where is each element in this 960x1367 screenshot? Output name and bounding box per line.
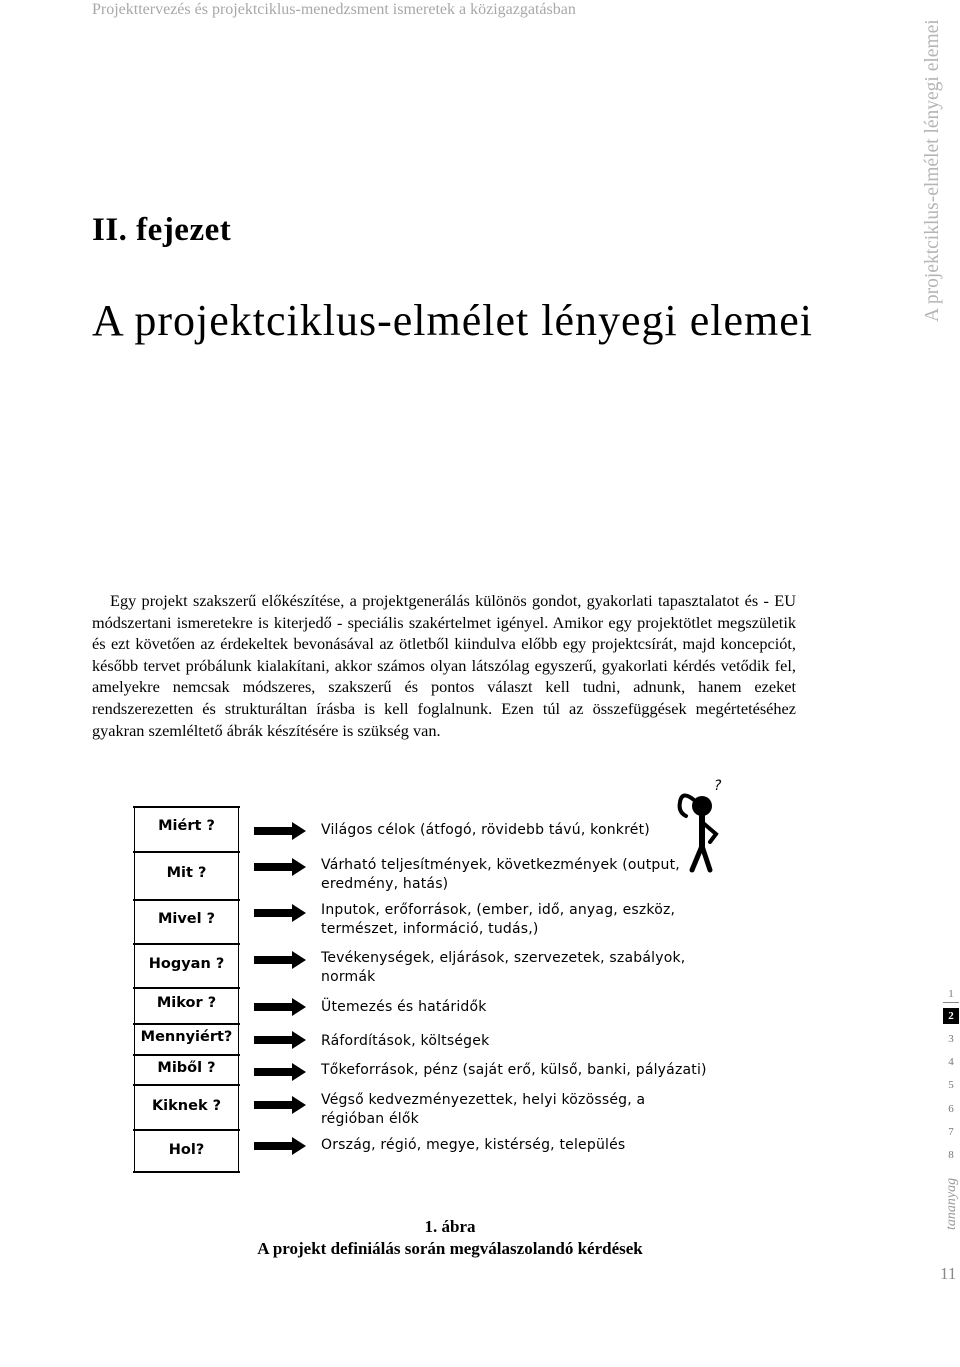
- answer-text: Tevékenységek, eljárások, szervezetek, szabályok, normák: [321, 950, 686, 985]
- question-label: Mit ?: [166, 865, 207, 881]
- figure-caption: A projekt definiálás során megválaszolandó kérdések: [257, 1239, 643, 1258]
- question-cell: [134, 988, 239, 1024]
- question-label: Miért ?: [158, 818, 215, 834]
- question-label: Mennyiért?: [140, 1029, 233, 1045]
- question-cell: [134, 807, 239, 852]
- right-arrow-icon: [254, 1063, 306, 1081]
- question-mark-glyph: ?: [714, 778, 722, 794]
- table-rule: [133, 1171, 240, 1173]
- answer-text: Várható teljesítmények, következmények (output, eredmény, hatás): [321, 857, 680, 892]
- page-nav-item[interactable]: 1: [943, 986, 959, 1003]
- answer-text: Ütemezés és határidők: [321, 999, 487, 1015]
- right-arrow-icon: [254, 904, 306, 922]
- right-arrow-icon: [254, 822, 306, 840]
- side-chapter-title: A projektciklus-elmélet lényegi elemei: [922, 19, 943, 322]
- table-rule: [133, 943, 240, 945]
- table-rule: [133, 1129, 240, 1131]
- question-label: Mivel ?: [157, 911, 216, 927]
- page-nav-item[interactable]: 7: [948, 1126, 954, 1138]
- question-cell: [134, 1024, 239, 1055]
- table-rule: [133, 1054, 240, 1056]
- right-arrow-icon: [254, 1137, 306, 1155]
- table-rule: [133, 806, 240, 808]
- question-label: Miből ?: [157, 1060, 216, 1076]
- question-cell: [134, 1055, 239, 1085]
- question-cell: [134, 1130, 239, 1172]
- answer-text: Inputok, erőforrások, (ember, idő, anyag, eszköz, természet, információ, tudás,): [321, 902, 676, 937]
- question-label: Kiknek ?: [151, 1098, 222, 1114]
- chapter-title: A projektciklus-elmélet lényegi elemei: [92, 296, 813, 345]
- page-nav-item[interactable]: 5: [948, 1079, 954, 1091]
- table-rule: [133, 1023, 240, 1025]
- question-cell: [134, 852, 239, 900]
- intro-paragraph: Egy projekt szakszerű előkészítése, a projektgenerálás különös gondot, gyakorlati tapasztalatot és - EU módszertani ismeretekre is kiterjedő - speciális szakértelmet igényel. Amikor egy projektötlet megszületik és ezt követően az érdekeltek bevonásával az ötletből kiindulva előbb egy projektcsírát, majd koncepciót, később tervet próbálunk kialakítani, akkor számos olyan látszólag egyszerű, gyakorlati kérdés vetődik fel, amelyekre nemcsak módszeres, szakszerű és pontos választ kell tudni, adnunk, hanem ezeket rendszerezetten és strukturáltan írásba is kell foglalnunk. Ezen túl az összefüggések megértetéséhez gyakran szemléltető ábrák készítésére is szükség van.: [92, 591, 796, 740]
- right-arrow-icon: [254, 1031, 306, 1049]
- question-label: Hol?: [168, 1142, 205, 1158]
- table-rule: [133, 851, 240, 853]
- page-number: 11: [940, 1264, 957, 1283]
- answer-text: Ráfordítások, költségek: [321, 1033, 490, 1049]
- page-nav-item[interactable]: 3: [948, 1033, 954, 1045]
- running-header: Projekttervezés és projektciklus-menedzsment ismeretek a közigazgatásban: [92, 1, 576, 18]
- thinking-person-icon: [672, 776, 736, 874]
- page-nav-item[interactable]: 4: [948, 1056, 954, 1068]
- figure-number: 1. ábra: [424, 1217, 476, 1236]
- question-label: Hogyan ?: [148, 956, 225, 972]
- right-arrow-icon: [254, 998, 306, 1016]
- table-rule: [133, 987, 240, 989]
- question-cell: [134, 1085, 239, 1130]
- question-cell: [134, 944, 239, 988]
- page-nav-item[interactable]: 6: [948, 1103, 954, 1115]
- answer-text: Végső kedvezményezettek, helyi közösség, a régióban élők: [321, 1092, 646, 1127]
- right-arrow-icon: [254, 858, 306, 876]
- right-arrow-icon: [254, 1096, 306, 1114]
- tananyag-label: tananyag: [944, 1177, 959, 1230]
- page-nav-item[interactable]: 8: [948, 1149, 954, 1161]
- answer-text: Ország, régió, megye, kistérség, település: [321, 1137, 626, 1153]
- page-nav-item-active[interactable]: 2: [943, 1008, 959, 1024]
- table-rule: [133, 899, 240, 901]
- chapter-label: II. fejezet: [92, 212, 232, 248]
- table-rule: [133, 1084, 240, 1086]
- question-cell: [134, 900, 239, 944]
- answer-text: Tőkeforrások, pénz (saját erő, külső, banki, pályázati): [321, 1062, 707, 1078]
- right-arrow-icon: [254, 951, 306, 969]
- answer-text: Világos célok (átfogó, rövidebb távú, konkrét): [321, 822, 650, 838]
- question-label: Mikor ?: [156, 995, 217, 1011]
